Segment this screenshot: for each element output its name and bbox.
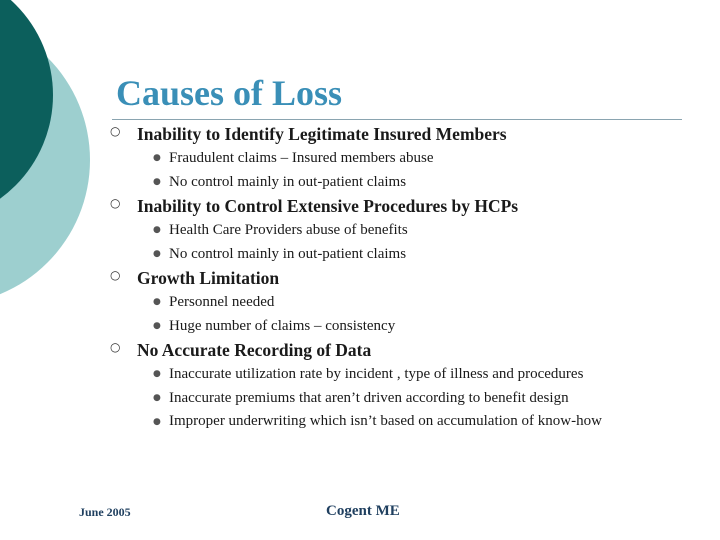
bullet-point-text: Inability to Control Extensive Procedures by HCPs	[137, 196, 519, 216]
filled-circle-icon: ●	[153, 297, 161, 307]
sub-bullet-text: Fraudulent claims – Insured members abuse	[169, 150, 434, 166]
footer-brand: Cogent ME	[326, 503, 400, 519]
bullet-point-4	[110, 338, 685, 362]
sub-bullet	[110, 242, 685, 266]
bullet-point-text: Growth Limitation	[137, 268, 280, 288]
slide-title: Causes of Loss	[116, 73, 343, 113]
decorative-circles	[0, 0, 120, 320]
hollow-circle-icon: ○	[110, 340, 121, 354]
sub-bullet	[110, 410, 685, 432]
filled-circle-icon: ●	[153, 177, 161, 187]
title-divider	[112, 119, 682, 120]
sub-bullet-text: No control mainly in out-patient claims	[169, 174, 407, 190]
sub-bullet-text: Huge number of claims – consistency	[169, 318, 396, 334]
sub-bullet-text: Inaccurate utilization rate by incident , type of illness and procedures	[169, 366, 584, 382]
filled-circle-icon: ●	[153, 225, 161, 235]
sub-bullet	[110, 146, 685, 170]
sub-bullet-text: No control mainly in out-patient claims	[169, 246, 407, 262]
filled-circle-icon: ●	[153, 249, 161, 259]
sub-bullet	[110, 170, 685, 194]
bullet-point-3	[110, 266, 685, 290]
bullet-point-2	[110, 194, 685, 218]
sub-bullet	[110, 362, 685, 386]
filled-circle-icon: ●	[153, 393, 161, 403]
footer-date: June 2005	[79, 505, 131, 519]
bullet-list	[110, 122, 685, 432]
hollow-circle-icon: ○	[110, 268, 121, 282]
sub-bullet	[110, 218, 685, 242]
sub-bullet-text: Personnel needed	[169, 294, 275, 310]
sub-bullet-text: Health Care Providers abuse of benefits	[169, 222, 408, 238]
bullet-point-1	[110, 122, 685, 146]
sub-bullet-text: Inaccurate premiums that aren’t driven according to benefit design	[169, 390, 569, 406]
filled-circle-icon: ●	[153, 369, 161, 379]
filled-circle-icon: ●	[153, 417, 161, 427]
sub-bullet	[110, 386, 685, 410]
sub-bullet-text: Improper underwriting which isn’t based on accumulation of know-how	[169, 413, 602, 429]
filled-circle-icon: ●	[153, 153, 161, 163]
sub-bullet	[110, 314, 685, 338]
hollow-circle-icon: ○	[110, 196, 121, 210]
bullet-point-text: No Accurate Recording of Data	[137, 340, 372, 360]
bullet-point-text: Inability to Identify Legitimate Insured Members	[137, 124, 507, 144]
hollow-circle-icon: ○	[110, 124, 121, 138]
filled-circle-icon: ●	[153, 321, 161, 331]
sub-bullet	[110, 290, 685, 314]
